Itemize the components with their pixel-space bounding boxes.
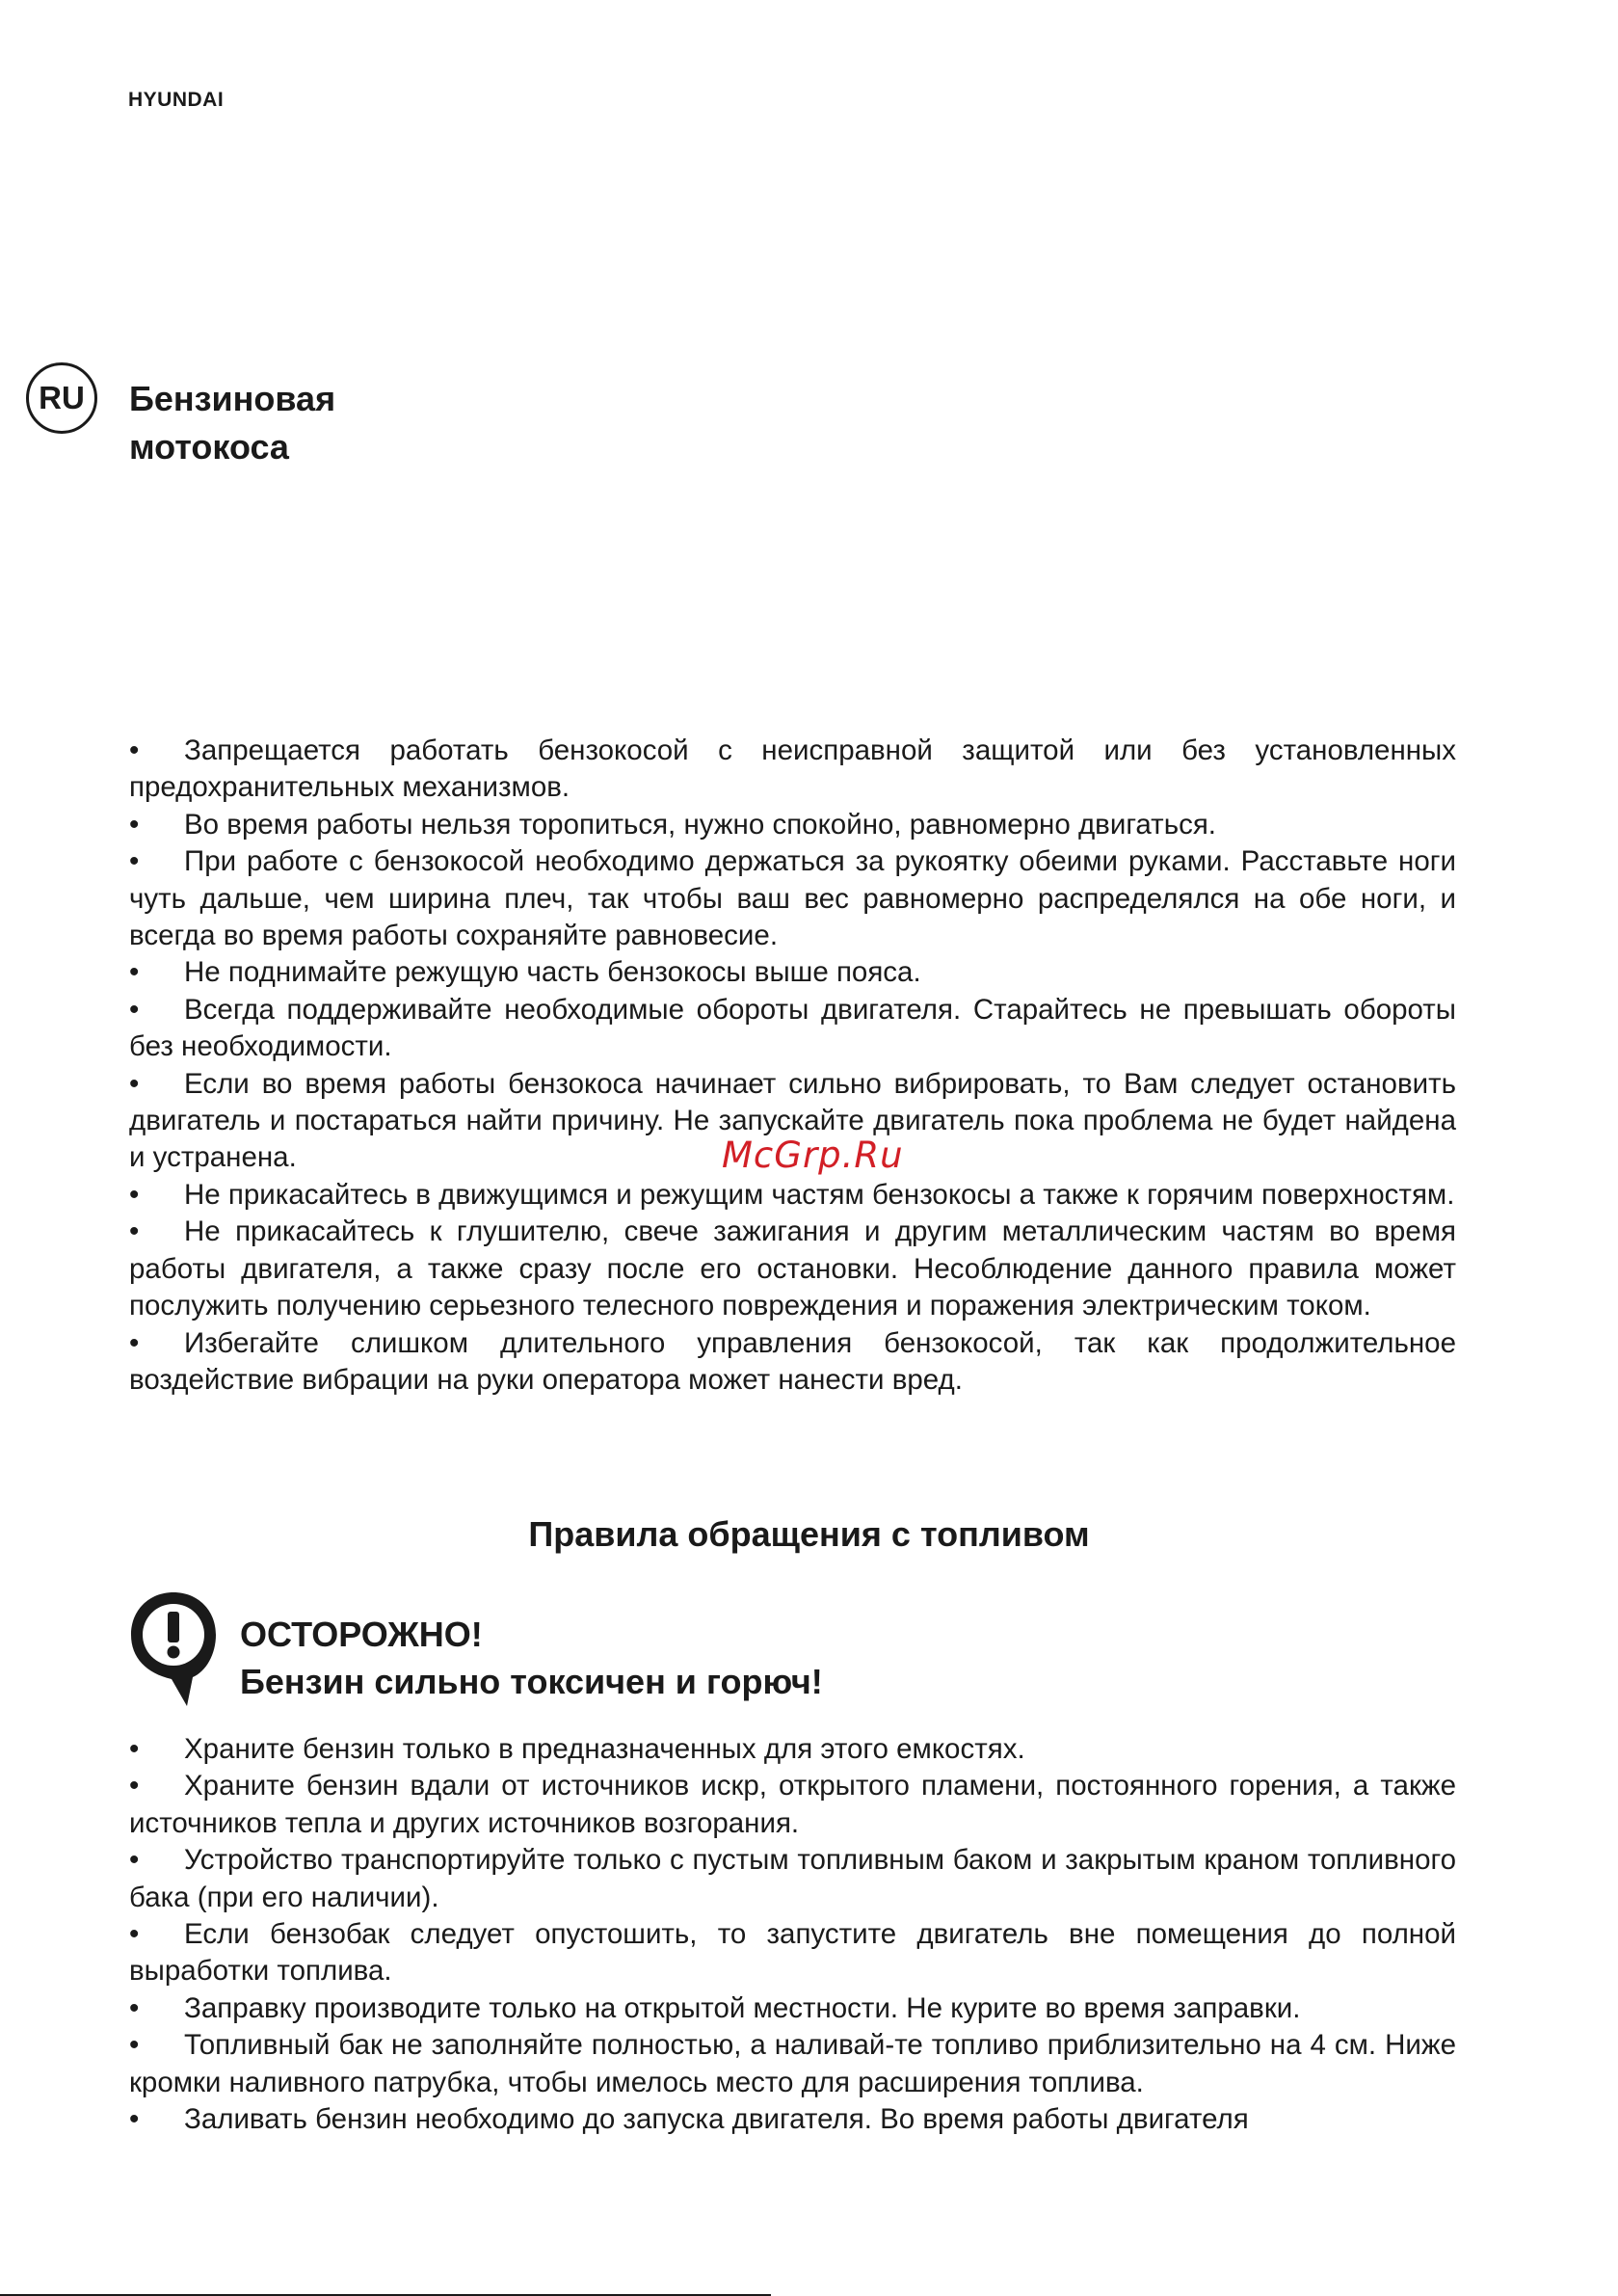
bullet-icon: • bbox=[129, 1991, 140, 2024]
bullet-icon: • bbox=[129, 734, 140, 766]
watermark: McGrp.Ru bbox=[722, 1135, 904, 1176]
list-item bbox=[129, 1768, 1456, 1842]
list-item-text: Не прикасайтесь к глушителю, свече зажигания и другим металлическим частям во время работы двигателя, а также сразу после его остановки. Несоблюдение данного правила может послужить получению серьезного телесного повреждения и поражения электрическим током. bbox=[129, 1215, 1456, 1322]
list-item bbox=[129, 1731, 1456, 1768]
language-badge: RU bbox=[26, 362, 97, 434]
list-item-text: Запрещается работать бензокосой с неисправной защитой или без установленных предохранительных механизмов. bbox=[129, 734, 1456, 804]
list-item-text: Устройство транспортируйте только с пустым топливным баком и закрытым краном топливного бака (при его наличии). bbox=[129, 1844, 1456, 1913]
bullet-icon: • bbox=[129, 1733, 140, 1765]
list-item-text: Заливать бензин необходимо до запуска двигателя. Во время работы двигателя bbox=[184, 2103, 1249, 2136]
list-item-text: Если бензобак следует опустошить, то запустите двигатель вне помещения до полной выработки топлива. bbox=[129, 1918, 1456, 1988]
bullet-icon: • bbox=[129, 1918, 140, 1951]
bullet-icon: • bbox=[129, 993, 140, 1026]
list-item-text: Не поднимайте режущую часть бензокосы выше пояса. bbox=[184, 956, 921, 989]
list-item bbox=[129, 1325, 1456, 1400]
list-item bbox=[129, 992, 1456, 1066]
document-title-line-2: мотокоса bbox=[129, 427, 289, 467]
document-title-line-1: Бензиновая bbox=[129, 379, 336, 418]
list-item bbox=[129, 954, 1456, 991]
exclamation-pin-icon bbox=[129, 1590, 218, 1708]
bullet-icon: • bbox=[129, 1067, 140, 1100]
list-item bbox=[129, 1990, 1456, 2027]
list-item-text: Топливный бак не заполняйте полностью, а наливай-те топливо приблизительно на 4 см. Ниже кромки наливного патрубка, чтобы имелось место для расширения топлива. bbox=[129, 2029, 1456, 2098]
bullet-icon: • bbox=[129, 845, 140, 878]
list-item-text: Заправку производите только на открытой местности. Не курите во время заправки. bbox=[184, 1991, 1301, 2024]
fuel-section-heading: Правила обращения с топливом bbox=[528, 1514, 1090, 1554]
bullet-icon: • bbox=[129, 1844, 140, 1877]
bullet-icon: • bbox=[129, 808, 140, 841]
list-item-text: Всегда поддерживайте необходимые обороты двигателя. Старайтесь не превышать обороты без необходимости. bbox=[129, 993, 1456, 1063]
bullet-icon: • bbox=[129, 1770, 140, 1802]
list-item bbox=[129, 1214, 1456, 1324]
list-item-text: Если во время работы бензокоса начинает сильно вибрировать, то Вам следует остановить двигатель и постараться найти причину. Не запускайте двигатель пока проблема не будет найдена и устранена. bbox=[129, 1067, 1456, 1174]
list-item bbox=[129, 1842, 1456, 1916]
document-title bbox=[129, 375, 335, 471]
list-item-text: Храните бензин вдали от источников искр, открытого пламени, постоянного горения, а также источников тепла и других источников возгорания. bbox=[129, 1770, 1456, 1839]
bullet-icon: • bbox=[129, 2103, 140, 2136]
list-item-text: Храните бензин только в предназначенных для этого емкостях. bbox=[184, 1733, 1025, 1765]
list-item bbox=[129, 733, 1456, 807]
safety-rules-list bbox=[129, 733, 1456, 1399]
bullet-icon: • bbox=[129, 1326, 140, 1359]
bullet-icon: • bbox=[129, 956, 140, 989]
list-item-text: Во время работы нельзя торопиться, нужно спокойно, равномерно двигаться. bbox=[184, 808, 1216, 841]
list-item-text: Избегайте слишком длительного управления бензокосой, так как продолжительное воздействие вибрации на руки оператора может нанести вред. bbox=[129, 1326, 1456, 1396]
list-item bbox=[129, 807, 1456, 843]
list-item bbox=[129, 2101, 1456, 2138]
warning-callout bbox=[240, 1611, 823, 1705]
warning-message: Бензин сильно токсичен и горюч! bbox=[240, 1662, 823, 1701]
list-item-text: Не прикасайтесь в движущимся и режущим частям бензокосы а также к горячим поверхностям. bbox=[184, 1178, 1455, 1211]
bullet-icon: • bbox=[129, 2029, 140, 2062]
list-item-text: При работе с бензокосой необходимо держаться за рукоятку обеими руками. Расставьте ноги чуть дальше, чем ширина плеч, так чтобы ваш вес равномерно распределялся на обе ноги, и всегда во время работы сохраняйте равновесие. bbox=[129, 845, 1456, 952]
bullet-icon: • bbox=[129, 1178, 140, 1211]
list-item bbox=[129, 843, 1456, 954]
list-item bbox=[129, 2027, 1456, 2101]
brand-label: HYUNDAI bbox=[128, 89, 225, 111]
bullet-icon: • bbox=[129, 1215, 140, 1248]
list-item bbox=[129, 1916, 1456, 1990]
fuel-rules-list bbox=[129, 1731, 1456, 2138]
list-item bbox=[129, 1177, 1456, 1214]
warning-title: ОСТОРОЖНО! bbox=[240, 1615, 483, 1654]
